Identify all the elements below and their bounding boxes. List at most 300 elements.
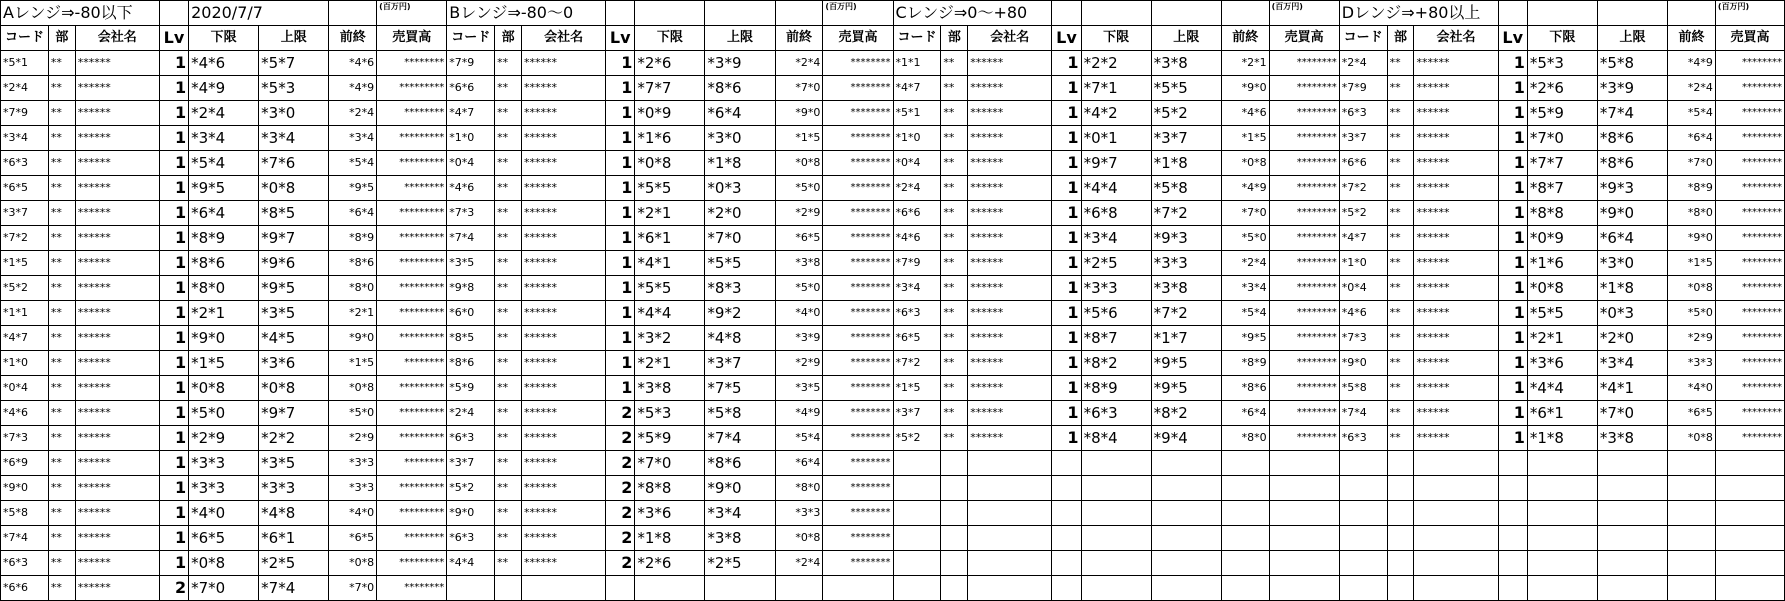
level[interactable]: 1 [1498, 376, 1527, 401]
level[interactable]: 1 [606, 276, 635, 301]
section-title-a[interactable]: Aレンジ⇒-80以下 [1, 1, 160, 26]
level[interactable]: 2 [159, 576, 188, 601]
division[interactable]: ** [1387, 351, 1414, 376]
trading-volume[interactable]: ******** [1269, 401, 1339, 426]
level[interactable]: 1 [159, 301, 188, 326]
trading-volume[interactable] [1715, 526, 1784, 551]
division[interactable]: ** [1387, 376, 1414, 401]
stock-code[interactable]: *6*3 [1, 151, 49, 176]
section-title-c[interactable]: Cレンジ⇒0～+80 [893, 1, 1052, 26]
company-name[interactable]: ****** [522, 326, 606, 351]
header-prev-close[interactable]: 前終 [329, 26, 377, 51]
prev-close[interactable]: *1*5 [1221, 126, 1269, 151]
stock-code[interactable]: *7*3 [1, 426, 49, 451]
trading-volume[interactable]: ******** [1715, 401, 1784, 426]
table-row[interactable] [1, 526, 1785, 551]
table-row[interactable] [1, 476, 1785, 501]
lower-limit[interactable]: *1*8 [1527, 426, 1597, 451]
upper-limit[interactable] [1597, 551, 1667, 576]
trading-volume[interactable]: ******** [823, 351, 893, 376]
level[interactable] [1052, 526, 1081, 551]
level[interactable]: 1 [159, 51, 188, 76]
level[interactable]: 1 [1498, 326, 1527, 351]
unit-label[interactable]: (百万円) [1715, 1, 1784, 26]
level[interactable]: 1 [1052, 351, 1081, 376]
division[interactable]: ** [48, 526, 75, 551]
empty-cell[interactable] [705, 1, 775, 26]
header-volume[interactable]: 売買高 [1269, 26, 1339, 51]
lower-limit[interactable]: *2*9 [189, 426, 259, 451]
stock-code[interactable] [1339, 476, 1387, 501]
lower-limit[interactable]: *5*3 [635, 401, 705, 426]
stock-code[interactable]: *3*7 [1339, 126, 1387, 151]
prev-close[interactable]: *5*0 [775, 176, 823, 201]
company-name[interactable]: ****** [522, 176, 606, 201]
header-company-name[interactable]: 会社名 [1414, 26, 1498, 51]
level[interactable]: 1 [606, 251, 635, 276]
stock-code[interactable]: *9*0 [1, 476, 49, 501]
division[interactable]: ** [941, 176, 968, 201]
company-name[interactable]: ****** [75, 126, 159, 151]
level[interactable]: 1 [159, 226, 188, 251]
prev-close[interactable]: *2*4 [329, 101, 377, 126]
level[interactable]: 1 [159, 326, 188, 351]
level[interactable] [1498, 476, 1527, 501]
stock-code[interactable] [893, 526, 941, 551]
trading-volume[interactable]: ******** [823, 476, 893, 501]
table-row[interactable] [1, 101, 1785, 126]
level[interactable]: 1 [159, 176, 188, 201]
company-name[interactable]: ****** [968, 51, 1052, 76]
prev-close[interactable]: *1*5 [1668, 251, 1716, 276]
empty-cell[interactable] [1597, 1, 1667, 26]
trading-volume[interactable]: ******** [1715, 251, 1784, 276]
trading-volume[interactable] [1269, 451, 1339, 476]
division[interactable]: ** [1387, 126, 1414, 151]
prev-close[interactable]: *2*4 [775, 551, 823, 576]
division[interactable]: ** [495, 351, 522, 376]
upper-limit[interactable] [1151, 501, 1221, 526]
level[interactable]: 1 [606, 101, 635, 126]
lower-limit[interactable]: *2*1 [635, 201, 705, 226]
prev-close[interactable]: *9*0 [1221, 76, 1269, 101]
prev-close[interactable]: *3*4 [1221, 276, 1269, 301]
trading-volume[interactable]: ******** [823, 451, 893, 476]
level[interactable]: 1 [606, 326, 635, 351]
company-name[interactable]: ****** [968, 251, 1052, 276]
trading-volume[interactable]: ******** [1269, 376, 1339, 401]
upper-limit[interactable] [1151, 576, 1221, 601]
trading-volume[interactable]: ******** [823, 226, 893, 251]
trading-volume[interactable]: ********* [377, 201, 447, 226]
division[interactable]: ** [48, 351, 75, 376]
stock-code[interactable] [893, 551, 941, 576]
company-name[interactable]: ****** [75, 501, 159, 526]
upper-limit[interactable]: *8*6 [1597, 151, 1667, 176]
prev-close[interactable]: *2*4 [1221, 251, 1269, 276]
stock-code[interactable]: *6*5 [893, 326, 941, 351]
trading-volume[interactable] [1715, 551, 1784, 576]
lower-limit[interactable]: *3*3 [189, 451, 259, 476]
prev-close[interactable] [1668, 576, 1716, 601]
stock-code[interactable] [1339, 451, 1387, 476]
prev-close[interactable]: *8*0 [329, 276, 377, 301]
prev-close[interactable] [1668, 476, 1716, 501]
upper-limit[interactable]: *3*9 [1597, 76, 1667, 101]
stock-code[interactable]: *1*5 [893, 376, 941, 401]
stock-code[interactable]: *5*1 [893, 101, 941, 126]
upper-limit[interactable] [1597, 576, 1667, 601]
division[interactable]: ** [1387, 51, 1414, 76]
trading-volume[interactable]: ******** [823, 76, 893, 101]
prev-close[interactable]: *1*5 [775, 126, 823, 151]
lower-limit[interactable]: *2*1 [635, 351, 705, 376]
level[interactable]: 2 [606, 551, 635, 576]
prev-close[interactable]: *6*4 [1221, 401, 1269, 426]
trading-volume[interactable]: ******** [1269, 101, 1339, 126]
division[interactable]: ** [941, 351, 968, 376]
table-row[interactable] [1, 126, 1785, 151]
upper-limit[interactable]: *3*0 [705, 126, 775, 151]
company-name[interactable] [968, 451, 1052, 476]
company-name[interactable] [968, 476, 1052, 501]
empty-cell[interactable] [329, 1, 377, 26]
lower-limit[interactable]: *3*4 [1081, 226, 1151, 251]
trading-volume[interactable]: ******** [823, 376, 893, 401]
lower-limit[interactable]: *3*4 [189, 126, 259, 151]
lower-limit[interactable] [1081, 476, 1151, 501]
stock-code[interactable]: *2*4 [1339, 51, 1387, 76]
upper-limit[interactable] [1151, 526, 1221, 551]
prev-close[interactable]: *7*0 [1221, 201, 1269, 226]
stock-code[interactable]: *6*3 [1339, 101, 1387, 126]
table-row[interactable] [1, 501, 1785, 526]
trading-volume[interactable]: ********* [377, 376, 447, 401]
stock-code[interactable]: *6*3 [1339, 426, 1387, 451]
trading-volume[interactable]: ******** [823, 201, 893, 226]
upper-limit[interactable]: *4*5 [259, 326, 329, 351]
level[interactable]: 1 [1052, 376, 1081, 401]
company-name[interactable]: ****** [1414, 251, 1498, 276]
upper-limit[interactable]: *3*0 [259, 101, 329, 126]
stock-code[interactable]: *4*7 [893, 76, 941, 101]
stock-code[interactable]: *6*3 [447, 526, 495, 551]
prev-close[interactable] [1221, 551, 1269, 576]
unit-label[interactable]: (百万円) [377, 1, 447, 26]
prev-close[interactable]: *4*0 [1668, 376, 1716, 401]
upper-limit[interactable]: *6*4 [705, 101, 775, 126]
level[interactable]: 1 [606, 51, 635, 76]
stock-code[interactable]: *5*2 [447, 476, 495, 501]
upper-limit[interactable]: *9*3 [1151, 226, 1221, 251]
stock-code[interactable] [1339, 501, 1387, 526]
trading-volume[interactable]: ******** [1269, 76, 1339, 101]
stock-code[interactable]: *4*6 [1339, 301, 1387, 326]
division[interactable]: ** [48, 401, 75, 426]
company-name[interactable]: ****** [522, 476, 606, 501]
prev-close[interactable]: *8*6 [1221, 376, 1269, 401]
company-name[interactable]: ****** [75, 476, 159, 501]
stock-code[interactable]: *6*6 [1339, 151, 1387, 176]
lower-limit[interactable]: *4*4 [635, 301, 705, 326]
trading-volume[interactable]: ******** [377, 526, 447, 551]
company-name[interactable]: ****** [1414, 151, 1498, 176]
stock-code[interactable]: *8*5 [447, 326, 495, 351]
upper-limit[interactable]: *5*2 [1151, 101, 1221, 126]
level[interactable] [606, 576, 635, 601]
stock-code[interactable]: *5*8 [1339, 376, 1387, 401]
level[interactable]: 1 [1498, 351, 1527, 376]
prev-close[interactable] [1221, 451, 1269, 476]
upper-limit[interactable]: *0*8 [259, 376, 329, 401]
trading-volume[interactable]: ******** [823, 251, 893, 276]
level[interactable]: 1 [1052, 101, 1081, 126]
company-name[interactable]: ****** [522, 376, 606, 401]
prev-close[interactable]: *3*4 [329, 126, 377, 151]
level[interactable]: 2 [606, 451, 635, 476]
trading-volume[interactable]: ******** [1715, 176, 1784, 201]
division[interactable]: ** [1387, 301, 1414, 326]
upper-limit[interactable]: *3*4 [259, 126, 329, 151]
stock-code[interactable]: *7*9 [893, 251, 941, 276]
prev-close[interactable]: *4*9 [1221, 176, 1269, 201]
header-code[interactable]: コード [447, 26, 495, 51]
lower-limit[interactable]: *2*2 [1081, 51, 1151, 76]
upper-limit[interactable]: *6*1 [259, 526, 329, 551]
level[interactable]: 1 [1052, 326, 1081, 351]
prev-close[interactable]: *8*0 [775, 476, 823, 501]
prev-close[interactable]: *5*4 [1668, 101, 1716, 126]
company-name[interactable]: ****** [1414, 101, 1498, 126]
prev-close[interactable]: *9*0 [329, 326, 377, 351]
trading-volume[interactable]: ******** [377, 451, 447, 476]
lower-limit[interactable]: *5*5 [635, 276, 705, 301]
level[interactable]: 1 [606, 201, 635, 226]
prev-close[interactable]: *3*3 [329, 476, 377, 501]
level[interactable] [1052, 451, 1081, 476]
division[interactable]: ** [495, 276, 522, 301]
prev-close[interactable]: *4*6 [1221, 101, 1269, 126]
company-name[interactable] [968, 576, 1052, 601]
division[interactable]: ** [941, 301, 968, 326]
division[interactable]: ** [48, 301, 75, 326]
prev-close[interactable]: *5*0 [775, 276, 823, 301]
level[interactable]: 1 [1498, 101, 1527, 126]
upper-limit[interactable]: *5*7 [259, 51, 329, 76]
company-name[interactable]: ****** [1414, 376, 1498, 401]
upper-limit[interactable]: *7*2 [1151, 201, 1221, 226]
header-lower-limit[interactable]: 下限 [635, 26, 705, 51]
level[interactable]: 1 [1498, 276, 1527, 301]
level[interactable]: 1 [159, 276, 188, 301]
division[interactable]: ** [941, 276, 968, 301]
upper-limit[interactable]: *8*6 [1597, 126, 1667, 151]
lower-limit[interactable]: *8*8 [635, 476, 705, 501]
division[interactable]: ** [48, 426, 75, 451]
prev-close[interactable]: *7*0 [329, 576, 377, 601]
company-name[interactable]: ****** [522, 51, 606, 76]
prev-close[interactable]: *3*8 [775, 251, 823, 276]
division[interactable] [941, 526, 968, 551]
division[interactable]: ** [48, 76, 75, 101]
level[interactable] [1498, 576, 1527, 601]
stock-code[interactable]: *7*9 [1, 101, 49, 126]
division[interactable]: ** [48, 176, 75, 201]
lower-limit[interactable] [1527, 476, 1597, 501]
division[interactable]: ** [48, 451, 75, 476]
upper-limit[interactable]: *9*5 [1151, 376, 1221, 401]
company-name[interactable]: ****** [1414, 76, 1498, 101]
header-lv[interactable]: Lv [606, 26, 635, 51]
header-upper-limit[interactable]: 上限 [1597, 26, 1667, 51]
division[interactable] [1387, 551, 1414, 576]
stock-code[interactable]: *4*7 [447, 101, 495, 126]
company-name[interactable]: ****** [1414, 326, 1498, 351]
header-prev-close[interactable]: 前終 [775, 26, 823, 51]
stock-code[interactable]: *5*2 [1, 276, 49, 301]
division[interactable]: ** [941, 101, 968, 126]
lower-limit[interactable]: *2*4 [189, 101, 259, 126]
division[interactable]: ** [495, 401, 522, 426]
lower-limit[interactable]: *2*6 [635, 551, 705, 576]
prev-close[interactable]: *2*4 [775, 51, 823, 76]
company-name[interactable]: ****** [75, 176, 159, 201]
division[interactable] [1387, 576, 1414, 601]
level[interactable]: 1 [159, 401, 188, 426]
table-row[interactable] [1, 376, 1785, 401]
prev-close[interactable]: *8*0 [1221, 426, 1269, 451]
company-name[interactable]: ****** [522, 501, 606, 526]
lower-limit[interactable]: *1*5 [189, 351, 259, 376]
stock-code[interactable]: *7*4 [1339, 401, 1387, 426]
company-name[interactable]: ****** [522, 451, 606, 476]
table-row[interactable] [1, 251, 1785, 276]
division[interactable]: ** [495, 76, 522, 101]
trading-volume[interactable]: ******** [823, 501, 893, 526]
trading-volume[interactable]: ********* [377, 501, 447, 526]
upper-limit[interactable]: *0*3 [1597, 301, 1667, 326]
company-name[interactable]: ****** [75, 401, 159, 426]
trading-volume[interactable]: ******** [1269, 201, 1339, 226]
lower-limit[interactable]: *0*8 [189, 376, 259, 401]
lower-limit[interactable]: *8*7 [1081, 326, 1151, 351]
header-upper-limit[interactable]: 上限 [705, 26, 775, 51]
company-name[interactable]: ****** [968, 326, 1052, 351]
lower-limit[interactable] [1527, 451, 1597, 476]
lower-limit[interactable]: *6*1 [1527, 401, 1597, 426]
level[interactable]: 1 [1052, 76, 1081, 101]
upper-limit[interactable]: *9*4 [1151, 426, 1221, 451]
prev-close[interactable]: *5*0 [1221, 226, 1269, 251]
table-row[interactable] [1, 151, 1785, 176]
unit-label[interactable]: (百万円) [823, 1, 893, 26]
prev-close[interactable] [1668, 501, 1716, 526]
division[interactable] [495, 576, 522, 601]
trading-volume[interactable]: ********* [377, 551, 447, 576]
company-name[interactable] [1414, 526, 1498, 551]
header-prev-close[interactable]: 前終 [1668, 26, 1716, 51]
company-name[interactable]: ****** [522, 226, 606, 251]
prev-close[interactable]: *3*3 [775, 501, 823, 526]
header-upper-limit[interactable]: 上限 [1151, 26, 1221, 51]
prev-close[interactable]: *5*4 [775, 426, 823, 451]
level[interactable]: 1 [159, 376, 188, 401]
prev-close[interactable] [1668, 451, 1716, 476]
level[interactable]: 1 [159, 551, 188, 576]
prev-close[interactable]: *1*5 [329, 351, 377, 376]
company-name[interactable]: ****** [522, 76, 606, 101]
division[interactable]: ** [1387, 151, 1414, 176]
trading-volume[interactable]: ******** [1269, 51, 1339, 76]
level[interactable]: 1 [1498, 226, 1527, 251]
lower-limit[interactable]: *3*2 [635, 326, 705, 351]
division[interactable]: ** [1387, 201, 1414, 226]
company-name[interactable]: ****** [522, 401, 606, 426]
trading-volume[interactable]: ********* [377, 76, 447, 101]
company-name[interactable]: ****** [1414, 401, 1498, 426]
division[interactable] [941, 476, 968, 501]
header-company-name[interactable]: 会社名 [522, 26, 606, 51]
division[interactable]: ** [1387, 76, 1414, 101]
lower-limit[interactable]: *8*6 [189, 251, 259, 276]
upper-limit[interactable]: *3*7 [1151, 126, 1221, 151]
table-row[interactable] [1, 276, 1785, 301]
lower-limit[interactable] [1527, 526, 1597, 551]
trading-volume[interactable] [1715, 576, 1784, 601]
prev-close[interactable]: *2*4 [1668, 76, 1716, 101]
trading-volume[interactable]: ******** [1269, 251, 1339, 276]
header-volume[interactable]: 売買高 [823, 26, 893, 51]
lower-limit[interactable]: *1*6 [635, 126, 705, 151]
upper-limit[interactable]: *4*1 [1597, 376, 1667, 401]
table-row[interactable] [1, 351, 1785, 376]
level[interactable]: 1 [159, 426, 188, 451]
lower-limit[interactable]: *9*7 [1081, 151, 1151, 176]
company-name[interactable]: ****** [75, 376, 159, 401]
stock-code[interactable]: *5*8 [1, 501, 49, 526]
upper-limit[interactable]: *3*4 [705, 501, 775, 526]
level[interactable]: 1 [606, 351, 635, 376]
division[interactable]: ** [941, 326, 968, 351]
level[interactable]: 1 [159, 501, 188, 526]
upper-limit[interactable]: *5*3 [259, 76, 329, 101]
prev-close[interactable]: *2*1 [329, 301, 377, 326]
stock-code[interactable]: *4*7 [1339, 226, 1387, 251]
prev-close[interactable]: *3*5 [775, 376, 823, 401]
level[interactable]: 2 [606, 401, 635, 426]
lower-limit[interactable]: *3*6 [635, 501, 705, 526]
company-name[interactable]: ****** [968, 276, 1052, 301]
upper-limit[interactable]: *5*8 [705, 401, 775, 426]
lower-limit[interactable]: *8*9 [1081, 376, 1151, 401]
stock-code[interactable]: *6*0 [447, 301, 495, 326]
level[interactable]: 1 [1052, 401, 1081, 426]
level[interactable]: 1 [1052, 226, 1081, 251]
trading-volume[interactable]: ********* [377, 401, 447, 426]
prev-close[interactable]: *9*5 [1221, 326, 1269, 351]
trading-volume[interactable]: ******** [823, 51, 893, 76]
trading-volume[interactable]: ********* [377, 226, 447, 251]
trading-volume[interactable]: ******** [1269, 276, 1339, 301]
stock-code[interactable]: *7*2 [893, 351, 941, 376]
trading-volume[interactable]: ******** [1715, 276, 1784, 301]
prev-close[interactable]: *8*9 [329, 226, 377, 251]
upper-limit[interactable]: *3*7 [705, 351, 775, 376]
division[interactable] [1387, 526, 1414, 551]
upper-limit[interactable]: *0*8 [259, 176, 329, 201]
trading-volume[interactable] [1269, 501, 1339, 526]
company-name[interactable]: ****** [522, 101, 606, 126]
